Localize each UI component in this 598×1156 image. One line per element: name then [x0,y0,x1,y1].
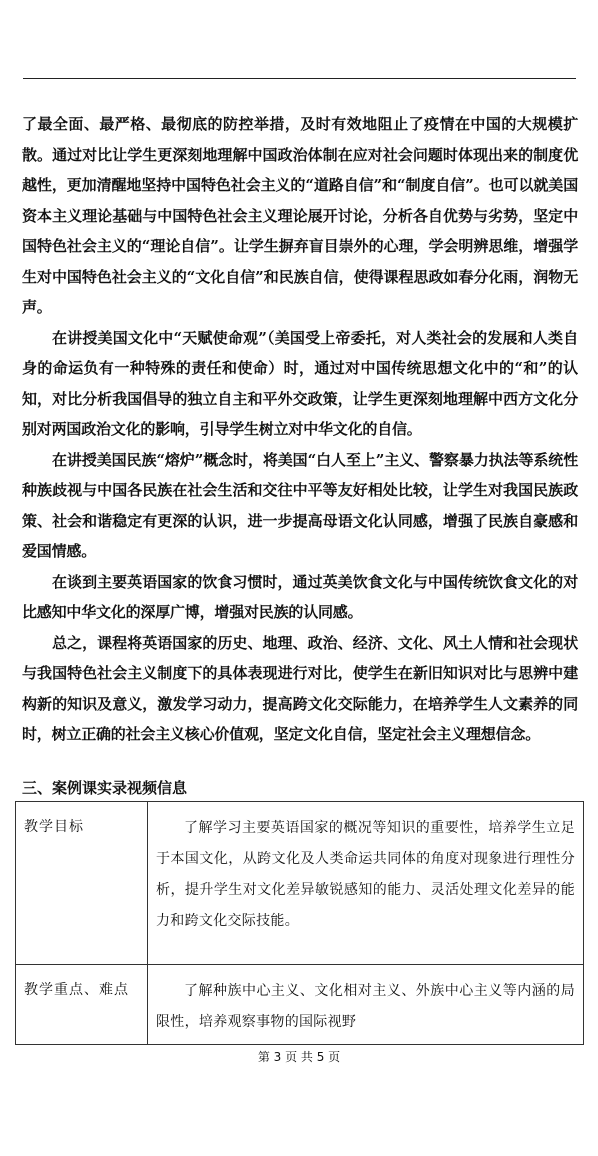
header-rule [23,78,576,79]
row-label-objectives: 教学目标 [16,802,148,965]
body-text [22,109,578,750]
paragraph-2: 在讲授美国文化中“天赋使命观”（美国受上帝委托，对人类社会的发展和人类自身的命运负有一种特殊的责任和使命）时，通过对中国传统思想文化中的“和”的认知，对比分析我国倡导的独立自主和平外交政策，让学生更深刻地理解中西方文化分别对两国政治文化的影响，引导学生树立对中华文化的自信。 [22,328,578,438]
table-row [16,965,584,1045]
objectives-text: 了解学习主要英语国家的概况等知识的重要性，培养学生立足于本国文化，从跨文化及人类命运共同体的角度对现象进行理性分析，提升学生对文化差异敏锐感知的能力、灵活处理文化差异的能力和跨文化交际技能。 [156,820,575,929]
video-info-table [15,801,584,1045]
key-points-text: 了解种族中心主义、文化相对主义、外族中心主义等内涵的局限性，培养观察事物的国际视野 [156,983,575,1030]
paragraph-4: 在谈到主要英语国家的饮食习惯时，通过英美饮食文化与中国传统饮食文化的对比感知中华文化的深厚广博，增强对民族的认同感。 [22,572,578,621]
paragraph-1: 了最全面、最严格、最彻底的防控举措，及时有效地阻止了疫情在中国的大规模扩散。通过对比让学生更深刻地理解中国政治体制在应对社会问题时体现出来的制度优越性，更加清醒地坚持中国特色社会主义的“道路自信”和“制度自信”。也可以就美国资本主义理论基础与中国特色社会主义理论展开讨论，分析各自优势与劣势，坚定中国特色社会主义的“理论自信”。让学生摒弃盲目崇外的心理，学会明辨思维，增强学生对中国特色社会主义的“文化自信”和民族自信，使得课程思政如春分化雨，润物无声。 [22,115,578,316]
row-label-key-points: 教学重点、难点 [16,965,148,1045]
row-content-objectives [148,802,584,965]
row-content-key-points [148,965,584,1045]
section-heading: 三、案例课实录视频信息 [22,779,188,797]
paragraph-5: 总之，课程将英语国家的历史、地理、政治、经济、文化、风土人情和社会现状与我国特色社会主义制度下的具体表现进行对比，使学生在新旧知识对比与思辨中建构新的知识及意义，激发学习动力，提高跨文化交际能力，在培养学生人文素养的同时，树立正确的社会主义核心价值观，坚定文化自信，坚定社会主义理想信念。 [22,633,578,743]
table-row [16,802,584,965]
page-footer: 第 3 页 共 5 页 [257,1050,341,1064]
paragraph-3: 在讲授美国民族“熔炉”概念时，将美国“白人至上”主义、警察暴力执法等系统性种族歧视与中国各民族在社会生活和交往中平等友好相处比较，让学生对我国民族政策、社会和谐稳定有更深的认识，进一步提高母语文化认同感，增强了民族自豪感和爱国情感。 [22,450,578,560]
